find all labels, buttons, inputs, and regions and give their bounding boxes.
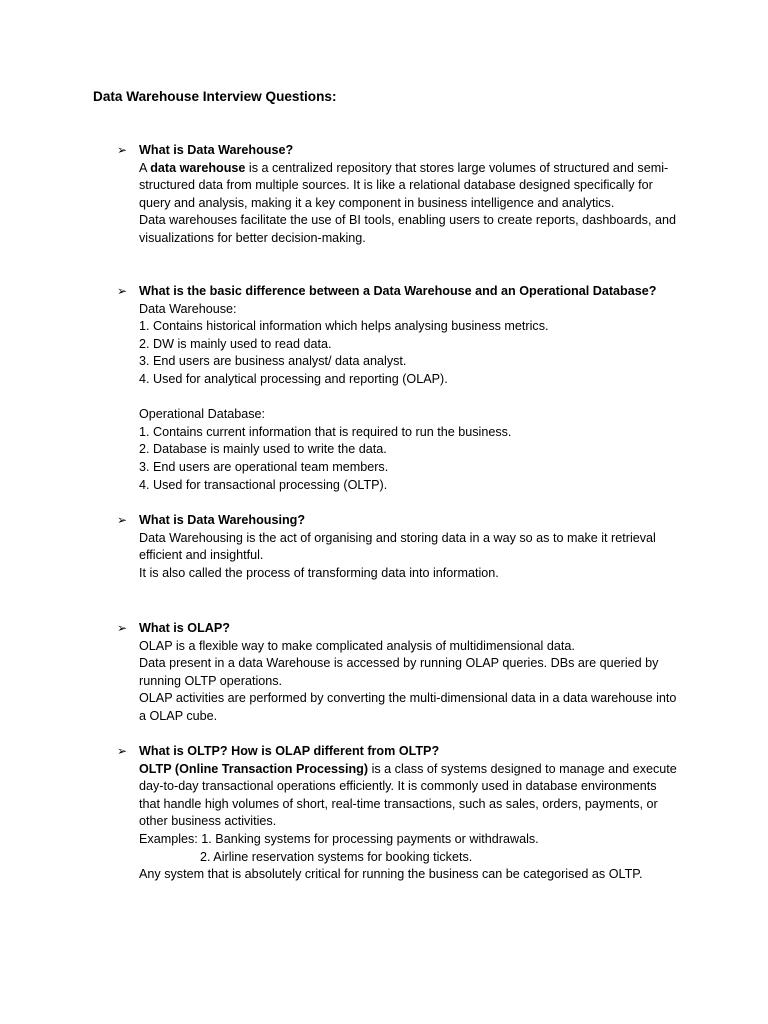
page-title: Data Warehouse Interview Questions: (93, 89, 337, 104)
question-heading: What is the basic difference between a Data Warehouse and an Operational Database? (139, 284, 657, 298)
subheading-operational-database: Operational Database: (139, 407, 266, 422)
list-item: 1. Contains historical information which helps analysing business metrics. (139, 319, 549, 334)
question-section-oltp (117, 743, 677, 884)
arrow-bullet-icon: ➢ (117, 621, 128, 635)
answer-paragraph: Any system that is absolutely critical for running the business can be categorised as OLTP. (139, 867, 643, 882)
arrow-bullet-icon: ➢ (117, 513, 128, 527)
list-item: 3. End users are business analyst/ data analyst. (139, 354, 407, 369)
examples-line: 2. Airline reservation systems for booking tickets. (200, 849, 473, 864)
answer-paragraph: A data warehouse is a centralized repository that stores large volumes of structured and semi-structured data from multiple sources. It is like a relational database designed specifically for query and analysis, making it a key component in business intelligence and analytics. (139, 160, 669, 210)
list-item: 2. DW is mainly used to read data. (139, 336, 332, 351)
answer-paragraph: OLTP (Online Transaction Processing) is a class of systems designed to manage and execute day-to-day transactional operations efficiently. It is commonly used in database environments that handle high volumes of short, real-time transactions, such as sales, orders, payments, or other business activities. (139, 761, 677, 829)
arrow-bullet-icon: ➢ (117, 744, 128, 758)
question-section-data-warehousing (117, 512, 677, 582)
list-item: 4. Used for analytical processing and reporting (OLAP). (139, 371, 448, 386)
answer-paragraph: Data warehouses facilitate the use of BI tools, enabling users to create reports, dashboards, and visualizations for better decision-making. (139, 213, 676, 245)
list-item: 2. Database is mainly used to write the data. (139, 442, 387, 457)
list-item: 1. Contains current information that is required to run the business. (139, 424, 512, 439)
list-item: 4. Used for transactional processing (OLTP). (139, 477, 388, 492)
answer-paragraph: OLAP activities are performed by converting the multi-dimensional data in a data warehouse into a OLAP cube. (139, 691, 677, 723)
question-heading: What is OLTP? How is OLAP different from OLTP? (139, 744, 440, 758)
list-item: 3. End users are operational team members. (139, 459, 389, 474)
question-heading: What is Data Warehouse? (139, 143, 294, 157)
question-section-dw-vs-operational (117, 283, 677, 494)
answer-paragraph: It is also called the process of transforming data into information. (139, 565, 499, 580)
question-section-data-warehouse (117, 142, 677, 248)
examples-line: Examples: 1. Banking systems for processing payments or withdrawals. (139, 831, 539, 846)
answer-paragraph: Data present in a data Warehouse is accessed by running OLAP queries. DBs are queried by running OLTP operations. (139, 656, 659, 688)
arrow-bullet-icon: ➢ (117, 284, 128, 298)
question-heading: What is OLAP? (139, 621, 230, 635)
arrow-bullet-icon: ➢ (117, 143, 128, 157)
question-heading: What is Data Warehousing? (139, 513, 306, 527)
subheading-data-warehouse: Data Warehouse: (139, 301, 237, 316)
question-section-olap (117, 620, 677, 726)
answer-paragraph: OLAP is a flexible way to make complicated analysis of multidimensional data. (139, 638, 575, 653)
answer-paragraph: Data Warehousing is the act of organising and storing data in a way so as to make it retrieval efficient and insightful. (139, 530, 656, 563)
